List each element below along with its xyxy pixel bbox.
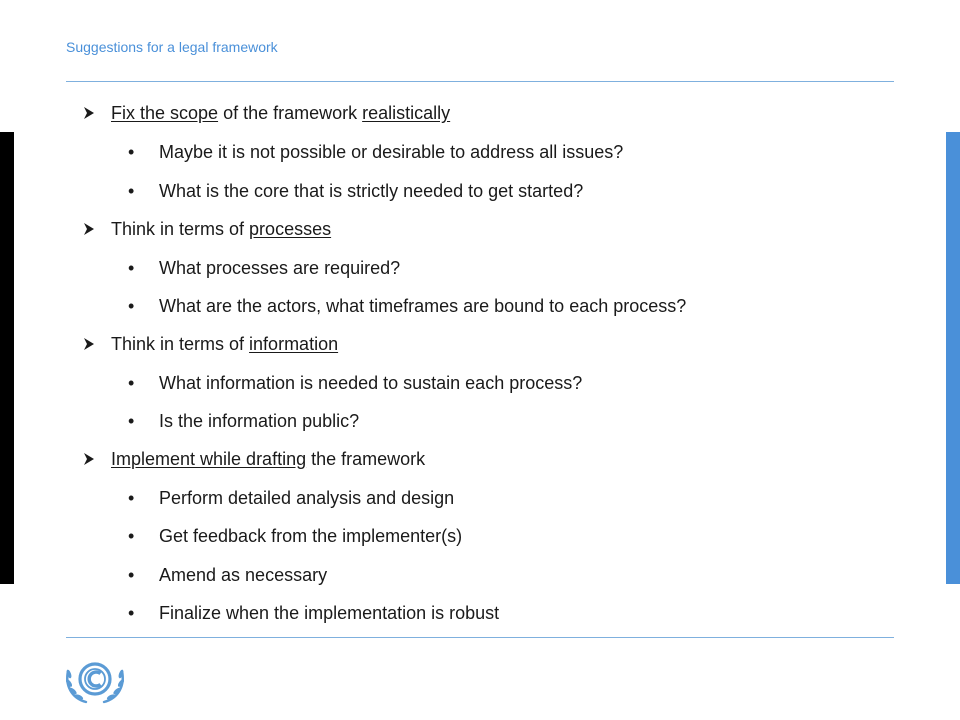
underlined-text: realistically [362, 103, 451, 123]
list-item-main [82, 333, 338, 355]
underlined-text: processes [249, 219, 332, 239]
item-text: Maybe it is not possible or desirable to address all issues? [159, 142, 624, 162]
list-item-sub [128, 295, 686, 317]
item-text: the framework [306, 449, 426, 469]
item-text: What is the core that is strictly needed to get started? [159, 181, 584, 201]
item-text: What information is needed to sustain each process? [159, 373, 583, 393]
dot-bullet-icon: • [128, 181, 135, 201]
item-text: Amend as necessary [159, 565, 328, 585]
item-text: Finalize when the implementation is robust [159, 603, 500, 623]
dot-bullet-icon: • [128, 373, 135, 393]
item-text: What are the actors, what timeframes are bound to each process? [159, 296, 687, 316]
underlined-text: Implement while drafting [111, 449, 307, 469]
arrow-bullet-icon [82, 448, 111, 470]
dot-bullet-icon: • [128, 603, 135, 623]
list-item-sub [128, 564, 327, 586]
arrow-bullet-icon [82, 102, 111, 124]
arrow-bullet-icon [82, 333, 111, 355]
list-item-main [82, 218, 331, 240]
item-text: Perform detailed analysis and design [159, 488, 455, 508]
dot-bullet-icon: • [128, 526, 135, 546]
list-item-sub [128, 602, 499, 624]
list-item-sub [128, 410, 359, 432]
item-text: Think in terms of [111, 334, 250, 354]
dot-bullet-icon: • [128, 142, 135, 162]
item-text: Think in terms of [111, 219, 250, 239]
item-text: of the framework [218, 103, 363, 123]
arrow-bullet-icon [82, 218, 111, 240]
dot-bullet-icon: • [128, 296, 135, 316]
list-item-sub [128, 487, 454, 509]
list-item-sub [128, 180, 583, 202]
un-wreath-climate-logo-icon [64, 655, 126, 705]
dot-bullet-icon: • [128, 258, 135, 278]
dot-bullet-icon: • [128, 411, 135, 431]
bottom-divider [66, 637, 894, 638]
item-text: Get feedback from the implementer(s) [159, 526, 463, 546]
dot-bullet-icon: • [128, 488, 135, 508]
list-item-main [82, 448, 425, 470]
item-text: What processes are required? [159, 258, 401, 278]
item-text: Is the information public? [159, 411, 360, 431]
list-item-sub [128, 372, 582, 394]
underlined-text: information [249, 334, 339, 354]
list-item-sub [128, 525, 462, 547]
list-item-sub [128, 141, 623, 163]
underlined-text: Fix the scope [111, 103, 219, 123]
list-item-main [82, 102, 450, 124]
list-item-sub [128, 257, 400, 279]
slide-title: Suggestions for a legal framework [66, 39, 278, 55]
dot-bullet-icon: • [128, 565, 135, 585]
